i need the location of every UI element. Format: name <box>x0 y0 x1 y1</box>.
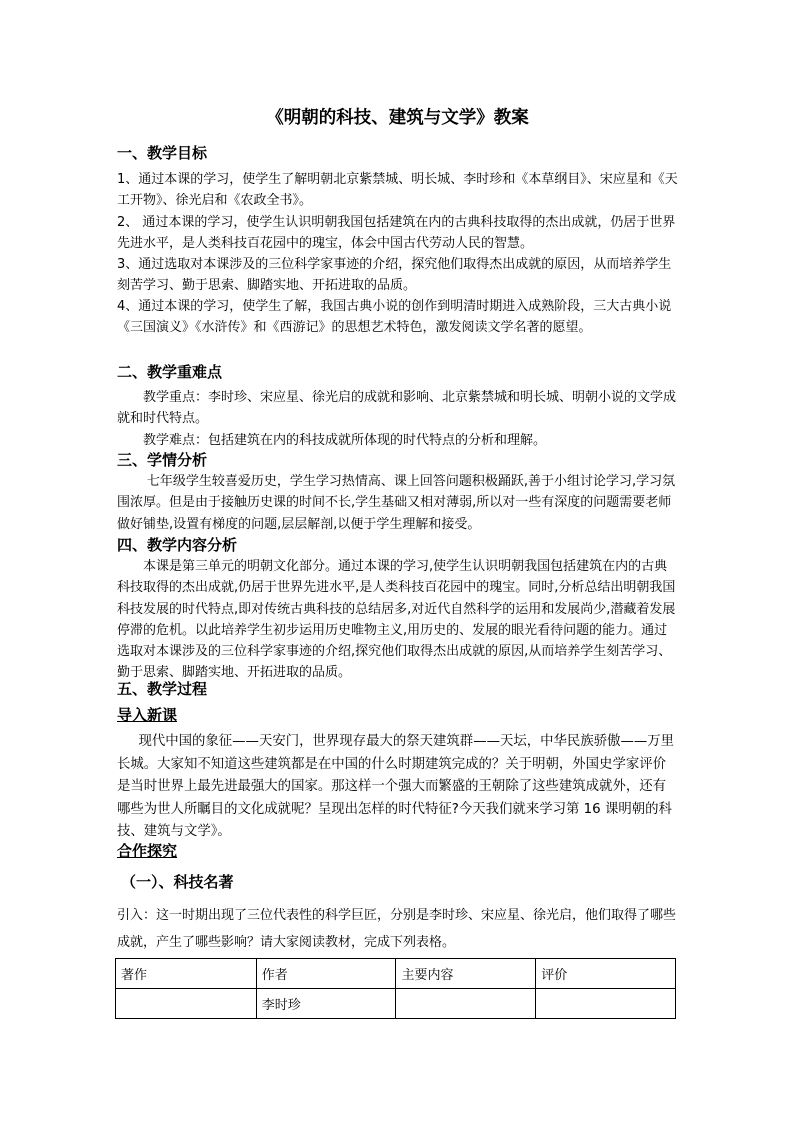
section-heading-key-points: 二、教学重难点 <box>117 363 223 381</box>
table-header-cell: 主要内容 <box>396 959 536 989</box>
table-header-cell: 著作 <box>116 959 257 989</box>
science-works-intro: 引入：这一时期出现了三位代表性的科学巨匠，分别是李时珍、宋应星、徐光启，他们取得了哪些成就，产生了哪些影响？请大家阅读教材，完成下列表格。 <box>117 908 677 950</box>
table-cell <box>116 989 257 1019</box>
objective-1: 1、通过本课的学习，使学生了解明朝北京紫禁城、明长城、李时珍和《本草纲目》、宋应星和《天工开物》、徐光启和《农政全书》。 <box>117 172 678 209</box>
document-title: 《明朝的科技、建筑与文学》教案 <box>266 108 529 128</box>
table-cell <box>396 989 536 1019</box>
objective-4: 4、通过本课的学习，使学生了解，我国古典小说的创作到明清时期进入成熟阶段，三大古典小说《三国演义》《水浒传》和《西游记》的思想艺术特色，激发阅读文学名著的愿望。 <box>117 299 672 336</box>
subheading-science-works: （一）、科技名著 <box>121 873 234 891</box>
table-header-row <box>116 959 676 989</box>
difficulty-text: 教学难点：包括建筑在内的科技成就所体现的时代特点的分析和理解。 <box>143 433 547 448</box>
table-header-cell: 作者 <box>256 959 396 989</box>
section-heading-process: 五、教学过程 <box>117 680 208 698</box>
objective-2: 2、 通过本课的学习，使学生认识明朝我国包括建筑在内的古典科技取得的杰出成就，仍居于世界先进水平，是人类科技百花园中的瑰宝，体会中国古代劳动人民的智慧。 <box>117 215 676 252</box>
intro-text: 现代中国的象征——天安门，世界现存最大的祭天建筑群——天坛，中华民族骄傲——万里长城。大家知不知道这些建筑都是在中国的什么时期建筑完成的？关于明朝，外国史学家评价是当时世界上最先进最强大的国家。那这样一个强大而繁盛的王朝除了这些建筑成就外，还有哪些为世人所瞩目的文化成就呢？呈现出怎样的时代特征?今天我们就来学习第 16 课明朝的科技、建筑与文学》。 <box>117 734 675 839</box>
subheading-intro: 导入新课 <box>117 706 178 724</box>
objective-3: 3、通过选取对本课涉及的三位科学家事迹的介绍，探究他们取得杰出成就的原因，从而培养学生刻苦学习、勤于思索、脚踏实地、开拓进取的品质。 <box>117 257 672 294</box>
table-row <box>116 989 676 1019</box>
section-heading-content-analysis: 四、教学内容分析 <box>117 536 238 554</box>
content-analysis-text: 本课是第三单元的明朝文化部分。通过本课的学习,使学生认识明朝我国包括建筑在内的古典科技取得的杰出成就,仍居于世界先进水平,是人类科技百花园中的瑰宝。同时,分析总结出明朝我国科技发展的时代特点,即对传统古典科技的总结居多,对近代自然科学的运用和发展尚少,潜藏着发展停滞的危机。以此培养学生初步运用历史唯物主义,用历史的、发展的眼光看待问题的能力。通过选取对本课涉及的三位科学家事迹的介绍,探究他们取得杰出成就的原因,从而培养学生刻苦学习、勤于思索、脚踏实地、开拓进取的品质。 <box>117 559 676 681</box>
table-cell: 李时珍 <box>256 989 396 1019</box>
key-point-text: 教学重点：李时珍、宋应星、徐光启的成就和影响、北京紫禁城和明长城、明朝小说的文学成就和时代特点。 <box>117 390 677 427</box>
table-cell <box>536 989 676 1019</box>
learner-analysis-text: 七年级学生较喜爱历史，学生学习热情高、课上回答问题积极踊跃,善于小组讨论学习,学习氛围浓厚。但是由于接触历史课的时间不长,学生基础又相对薄弱,所以对一些有深度的问题需要老师做好铺垫,设置有梯度的问题,层层解剖,以便于学生理解和接受。 <box>117 474 676 532</box>
section-heading-objectives: 一、教学目标 <box>117 144 208 162</box>
table-header-cell: 评价 <box>536 959 676 989</box>
works-table <box>115 958 676 1019</box>
section-heading-learner-analysis: 三、学情分析 <box>117 451 208 469</box>
subheading-cooperative: 合作探究 <box>117 842 178 860</box>
